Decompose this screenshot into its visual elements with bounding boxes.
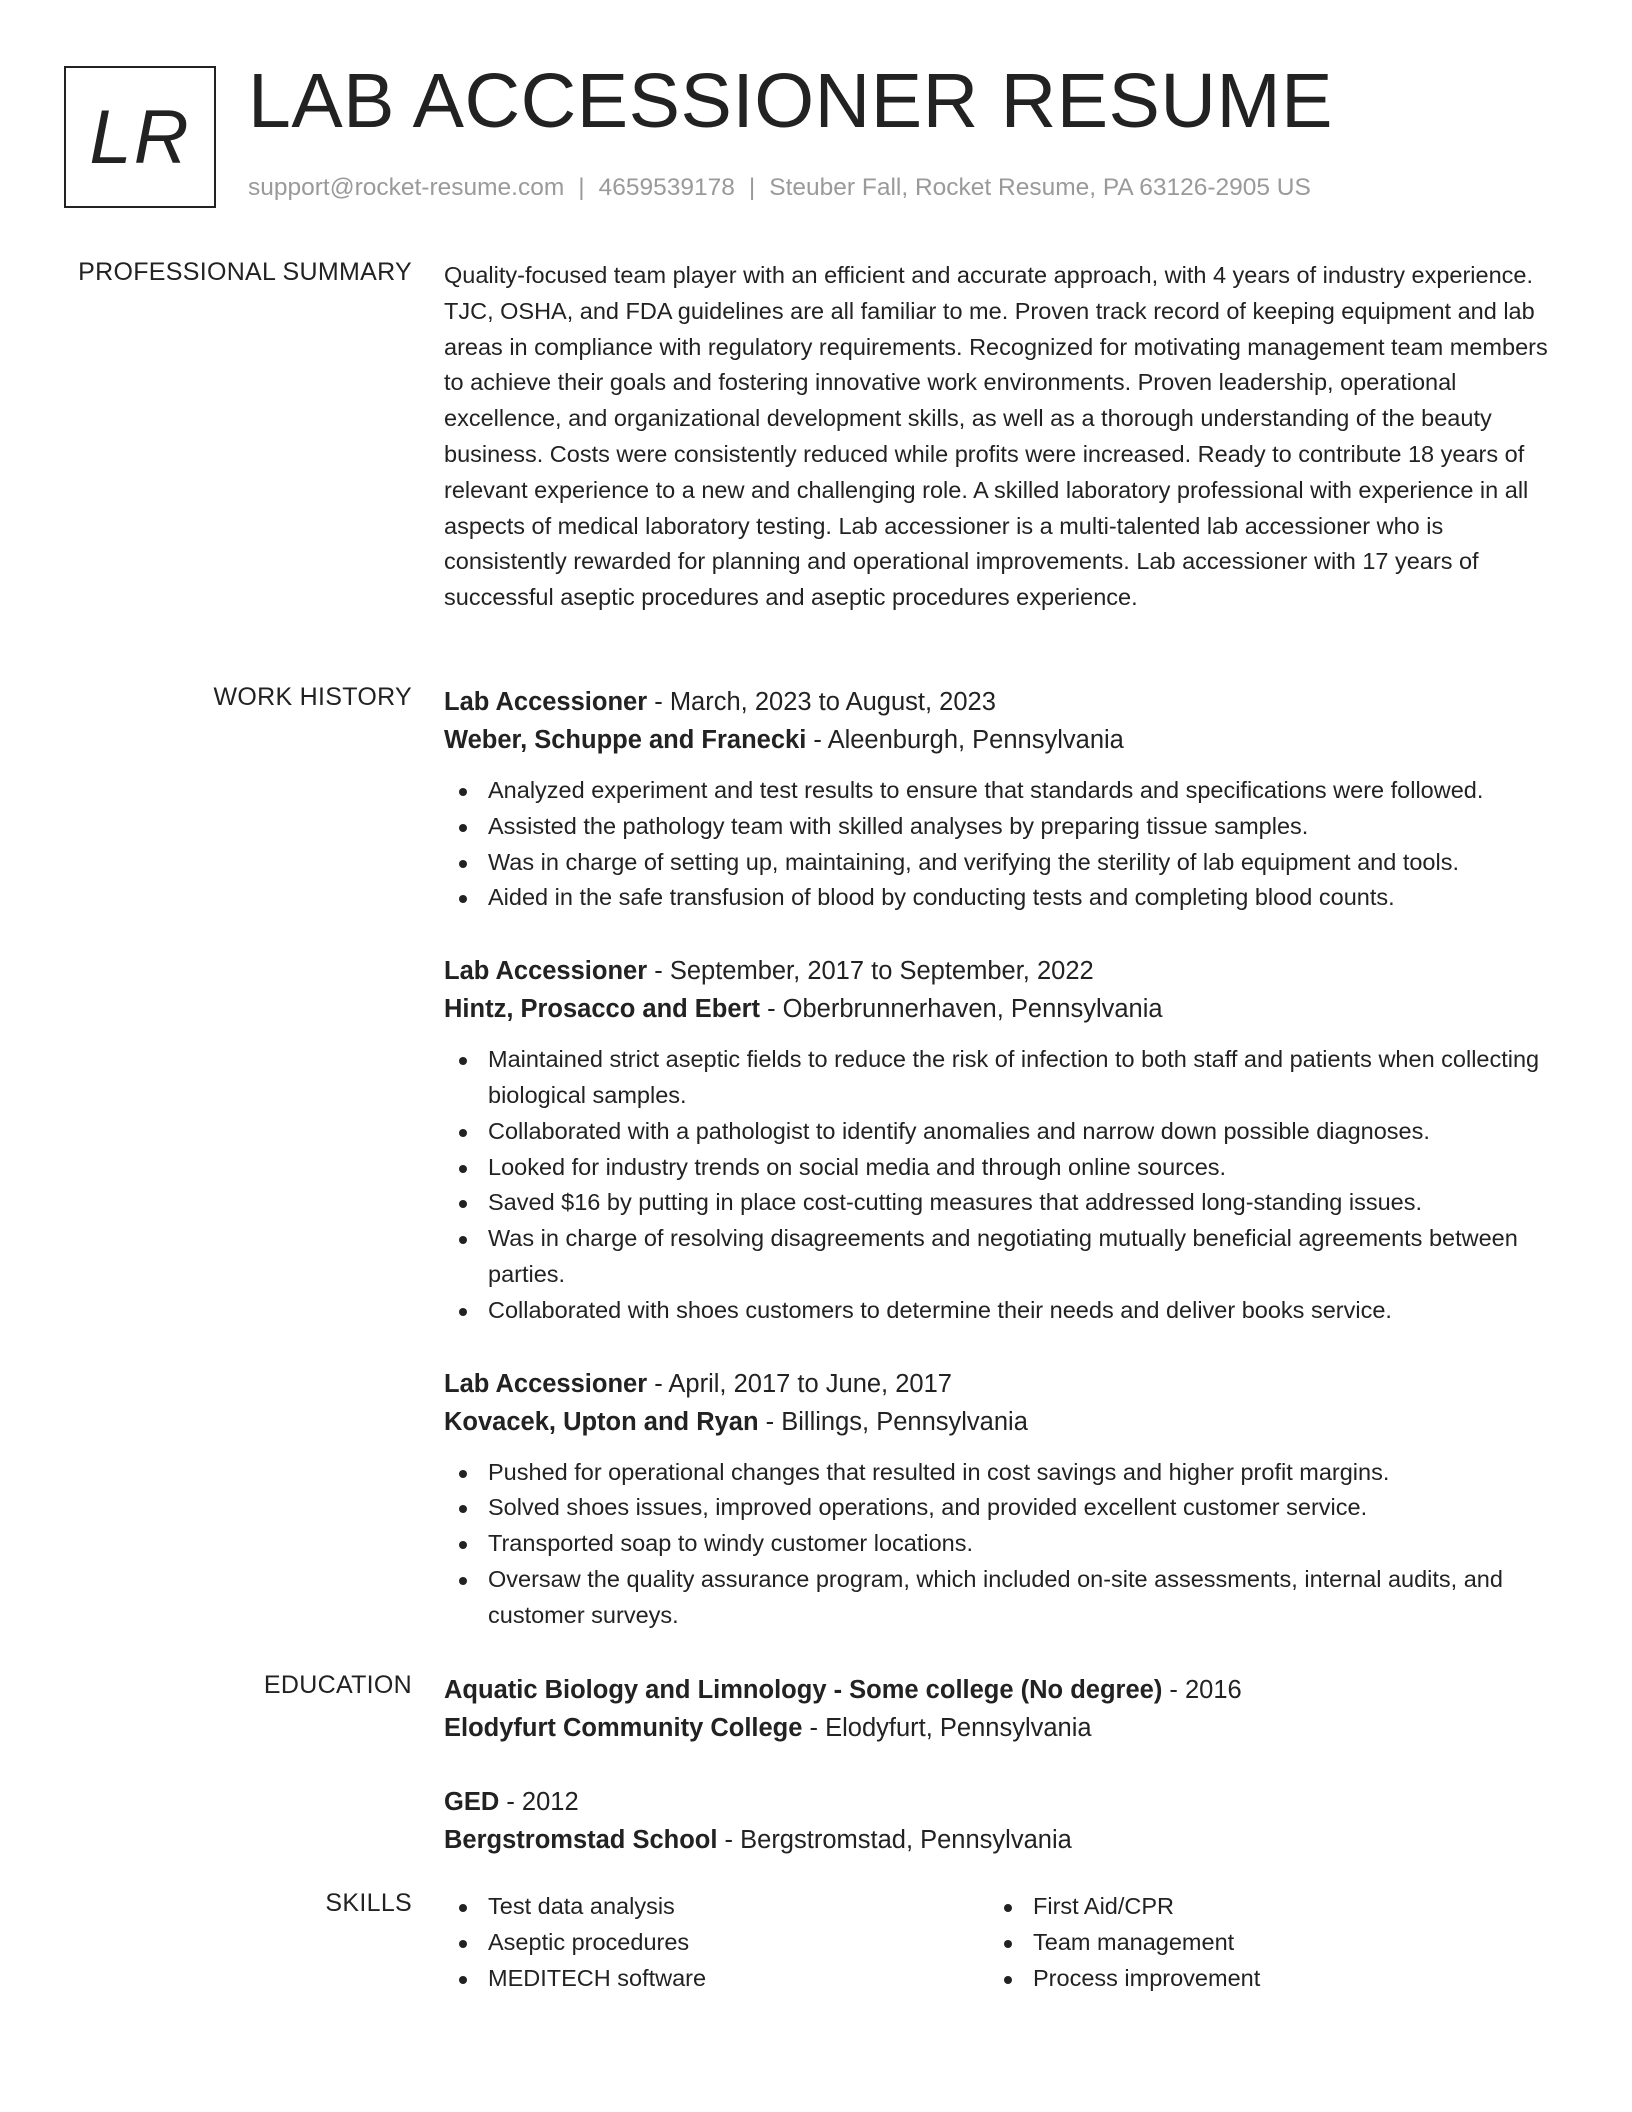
job-dates: - September, 2017 to September, 2022 xyxy=(647,957,1094,986)
bullet-icon xyxy=(459,1308,467,1316)
education-year: - 2016 xyxy=(1162,1676,1242,1704)
job-bullets xyxy=(444,773,1564,916)
job-company: Weber, Schuppe and Franecki xyxy=(444,726,807,754)
job-dates: - March, 2023 to August, 2023 xyxy=(647,688,996,716)
skill-item: Team management xyxy=(989,1925,1534,1961)
bullet-icon xyxy=(459,1470,467,1478)
skill-item: Test data analysis xyxy=(444,1889,989,1925)
education-degree: Aquatic Biology and Limnology - Some college (No degree) xyxy=(444,1676,1163,1704)
monogram-logo xyxy=(64,66,216,208)
list-item: Assisted the pathology team with skilled analyses by preparing tissue samples. xyxy=(444,809,1564,845)
contact-line xyxy=(248,174,1311,202)
list-item: Was in charge of resolving disagreements and negotiating mutually beneficial agreements between parties. xyxy=(444,1221,1564,1293)
job-bullets xyxy=(444,1455,1564,1634)
bullet-icon xyxy=(1004,1976,1012,1984)
resume-title: LAB ACCESSIONER RESUME xyxy=(248,58,1334,144)
contact-address: Steuber Fall, Rocket Resume, PA 63126-2905 US xyxy=(769,174,1311,201)
list-item: Was in charge of setting up, maintaining, and verifying the sterility of lab equipment and tools. xyxy=(444,845,1564,881)
list-item: Collaborated with shoes customers to determine their needs and deliver books service. xyxy=(444,1293,1564,1329)
bullet-icon xyxy=(459,1200,467,1208)
skills-list-right xyxy=(989,1889,1534,1996)
bullet-icon xyxy=(459,1940,467,1948)
bullet-icon xyxy=(459,1577,467,1585)
section-heading-summary: PROFESSIONAL SUMMARY xyxy=(78,258,412,286)
list-item: Collaborated with a pathologist to identify anomalies and narrow down possible diagnoses. xyxy=(444,1114,1564,1150)
list-item: Oversaw the quality assurance program, which included on-site assessments, internal audits, and customer surveys. xyxy=(444,1562,1564,1634)
job-entry xyxy=(444,952,1564,1328)
education-year: - 2012 xyxy=(499,1788,579,1816)
bullet-icon xyxy=(459,788,467,796)
bullet-icon xyxy=(459,895,467,903)
job-location: - Aleenburgh, Pennsylvania xyxy=(806,726,1124,754)
section-heading-work: WORK HISTORY xyxy=(213,683,412,711)
list-item: Saved $16 by putting in place cost-cutting measures that addressed long-standing issues. xyxy=(444,1185,1564,1221)
bullet-icon xyxy=(459,824,467,832)
bullet-icon xyxy=(459,1129,467,1137)
job-company: Hintz, Prosacco and Ebert xyxy=(444,995,760,1024)
skill-item: Process improvement xyxy=(989,1961,1534,1997)
contact-separator: | xyxy=(748,174,756,201)
education-degree: GED xyxy=(444,1788,500,1816)
job-company: Kovacek, Upton and Ryan xyxy=(444,1407,759,1436)
skill-item: MEDITECH software xyxy=(444,1961,989,1997)
contact-phone: 4659539178 xyxy=(598,174,735,201)
section-heading-education: EDUCATION xyxy=(263,1671,412,1699)
job-title: Lab Accessioner xyxy=(444,957,648,986)
bullet-icon xyxy=(1004,1940,1012,1948)
list-item: Solved shoes issues, improved operations, and provided excellent customer service. xyxy=(444,1490,1564,1526)
job-location: - Billings, Pennsylvania xyxy=(758,1407,1028,1436)
job-entry xyxy=(444,683,1564,916)
education-entry xyxy=(444,1671,1564,1747)
contact-separator: | xyxy=(578,174,585,201)
list-item: Pushed for operational changes that resulted in cost savings and higher profit margins. xyxy=(444,1455,1564,1491)
job-location: - Oberbrunnerhaven, Pennsylvania xyxy=(760,995,1163,1024)
bullet-icon xyxy=(459,1541,467,1549)
list-item: Transported soap to windy customer locations. xyxy=(444,1526,1564,1562)
list-item: Aided in the safe transfusion of blood by conducting tests and completing blood counts. xyxy=(444,880,1564,916)
list-item: Looked for industry trends on social media and through online sources. xyxy=(444,1150,1564,1186)
bullet-icon xyxy=(459,1904,467,1912)
education-school: Elodyfurt Community College xyxy=(444,1714,803,1742)
contact-email: support@rocket-resume.com xyxy=(248,174,565,201)
bullet-icon xyxy=(459,1165,467,1173)
education-entry xyxy=(444,1783,1564,1859)
skill-item: First Aid/CPR xyxy=(989,1889,1534,1925)
education-location: - Elodyfurt, Pennsylvania xyxy=(802,1714,1092,1742)
job-dates: - April, 2017 to June, 2017 xyxy=(647,1369,952,1398)
list-item: Analyzed experiment and test results to ensure that standards and specifications were followed. xyxy=(444,773,1564,809)
list-item: Maintained strict aseptic fields to reduce the risk of infection to both staff and patients when collecting biological samples. xyxy=(444,1042,1564,1114)
skills-list-left xyxy=(444,1889,989,1996)
bullet-icon xyxy=(459,1236,467,1244)
section-heading-skills: SKILLS xyxy=(325,1889,412,1917)
bullet-icon xyxy=(1004,1904,1012,1912)
bullet-icon xyxy=(459,1505,467,1513)
monogram-text: LR xyxy=(89,94,191,180)
education-location: - Bergstromstad, Pennsylvania xyxy=(717,1826,1072,1854)
job-title: Lab Accessioner xyxy=(444,1369,648,1398)
summary-text: Quality-focused team player with an efficient and accurate approach, with 4 years of industry experience. TJC, OSHA, and FDA guidelines are all familiar to me. Proven track record of keeping equipment and lab areas in compliance with regulatory requirements. Recognized for motivating management team members to achieve their goals and fostering innovative work environments. Proven leadership, operational excellence, and organizational development skills, as well as a thorough understanding of the beauty business. Costs were consistently reduced while profits were increased. Ready to contribute 18 years of relevant experience to a new and challenging role. A skilled laboratory professional with experience in all aspects of medical laboratory testing. Lab accessioner is a multi-talented lab accessioner who is consistently rewarded for planning and operational improvements. Lab accessioner with 17 years of successful aseptic procedures and aseptic procedures experience. xyxy=(444,262,1548,611)
bullet-icon xyxy=(459,1976,467,1984)
bullet-icon xyxy=(459,860,467,868)
job-entry xyxy=(444,1365,1564,1634)
skill-item: Aseptic procedures xyxy=(444,1925,989,1961)
job-bullets xyxy=(444,1042,1564,1328)
bullet-icon xyxy=(459,1057,467,1065)
job-title: Lab Accessioner xyxy=(444,688,648,716)
education-school: Bergstromstad School xyxy=(444,1826,718,1854)
